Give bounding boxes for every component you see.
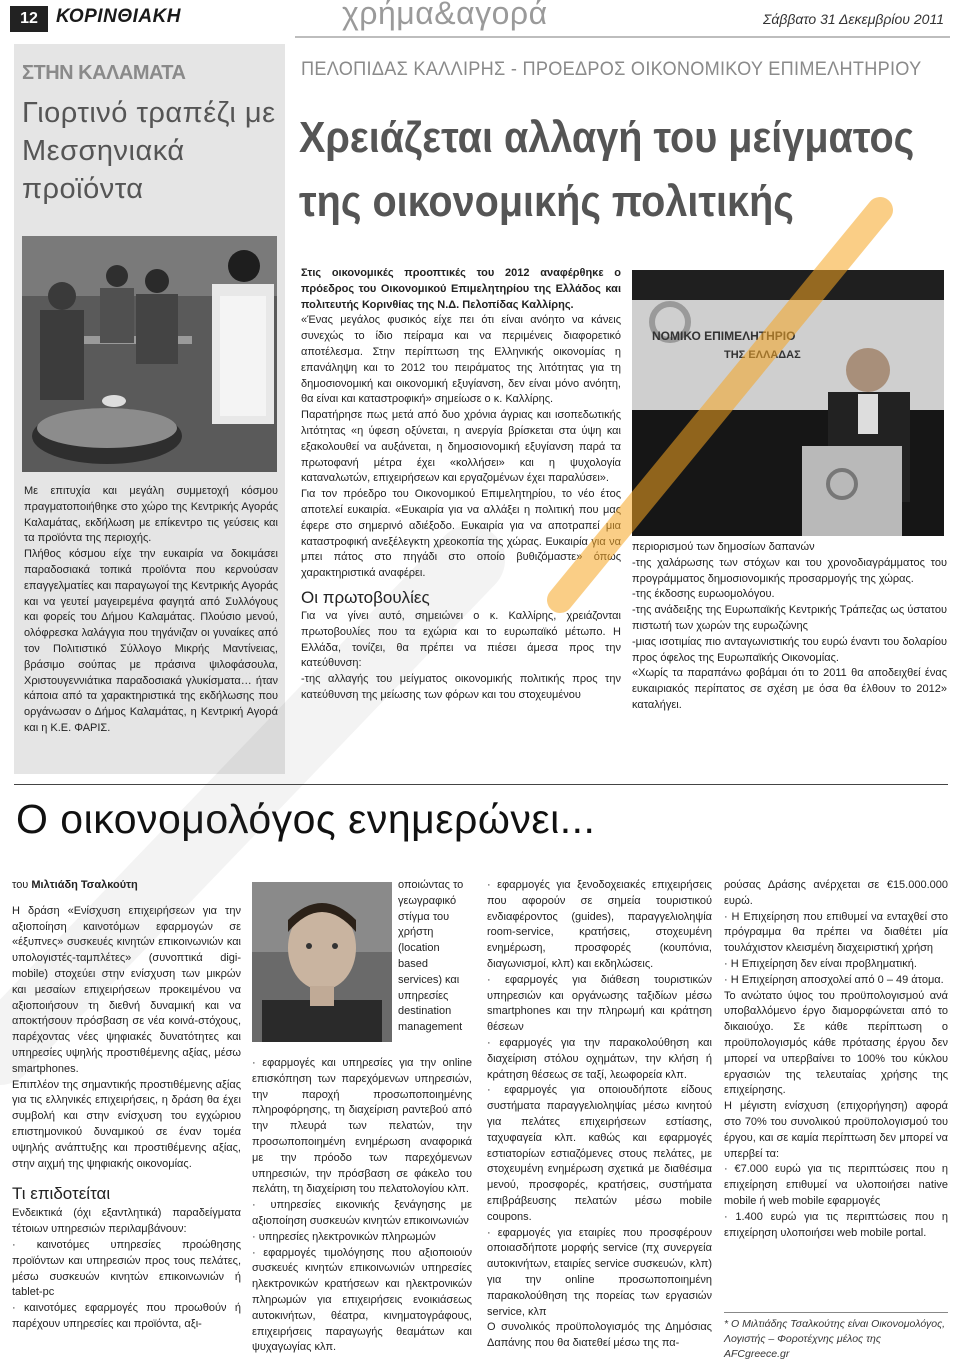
article-paragraph: -της ανάδειξης της Ευρωπαϊκής Κεντρικής Τράπεζας ως ύστατου πιστωτή των χωρών της ευρωζώνης [632, 604, 947, 632]
article-paragraph: «Ένας μεγάλος φυσικός είχε πει ότι είναι ανόητο να κάνεις συνεχώς το ίδιο πείραμα και να περιμένεις διαφορετικό αποτέλεσμα. Στην περίπτωση της Ελληνικής οικονομίας η επανάληψη και το 2012 του πειράματος της λιτότητας για τη δημοσιονομική και οικονομική εξυγίανση, δεν είναι μόνο ανόητη, θα είναι και καταστροφική» σημείωσε ο κ. Καλλίρης. [301, 314, 621, 406]
column-paragraph: οποιώντας το γεωγραφικό στίγμα του χρήστη (location based services) και υπηρεσίες destination management [398, 879, 464, 1034]
column-paragraph: · εφαρμογές για οποιουδήποτε είδους συστήματα παραγγελιοληψίας μέσω κινητού για πελάτες επιχειρήσεων εστίασης, ταχυφαγεία κλπ. καθώς και εφαρμογές εστιατορίων εστιαζόμενες στους πελάτες, με στοχευμένη ενημέρωση σχετικά με διαθέσιμα μενού, προσφορές, κρατήσεις, συστήματα επιβράβευσης πελατών μέσω mobile coupons. [487, 1084, 712, 1223]
sidebar-story [14, 44, 285, 774]
column-paragraph: · Η Επιχείρηση αποσχολεί από 0 – 49 άτομα. [724, 973, 944, 986]
column-paragraph: Η μέγιστη ενίσχυση (επιχορήγηση) αφορά στο 70% του συνολικού προϋπολογισμού του έργου, και σε καμία περίπτωση δεν μπορεί να υπερβεί τα: [724, 1100, 948, 1160]
column-subheading: Τι επιδοτείται [12, 1184, 111, 1204]
article-paragraph: «Χωρίς τα παραπάνω φοβάμαι ότι το 2011 θα αποδειχθεί ένας ευκαιριακός περίπατος σε σχέση με όσα θα έλθουν το 2012» καταλήγει. [632, 667, 947, 711]
column-paragraph: Το ανώτατο ύψος του προϋπολογισμού ανά υποβαλλόμενο έργο διαμορφώνεται από το δικαιούχο. Σε κάθε περίπτωση ο προϋπολογισμός κάθε πρότασης έργου δεν μπορεί να υπερβαίνει το 100% του κύκλου εργασιών της τελευταίας χρήσης της επιχείρησης. [724, 989, 948, 1097]
column-paragraph: · καινοτόμες υπηρεσίες προώθησης προϊόντων και υπηρεσιών προς τους πελάτες, μέσω συσκευών κινητών επικοινωνιών ή tablet-pc [12, 1238, 241, 1299]
column-body-2-top [398, 878, 472, 1036]
article-paragraph: -της χαλάρωσης των στόχων και του χρονοδιαγράμματος του προγράμματος δημοσιονομικής προσαρμογής της χώρας. [632, 556, 947, 585]
article-body-column [301, 266, 621, 704]
column-paragraph: Η δράση «Ενίσχυση επιχειρήσεων για την αξιοποίηση καινοτόμων εφαρμογών σε «έξυπνες» συσκευές κινητών επικοινωνιών και υπολογιστές-ταμπλέτες» (συνοπτικά digi-mobile) στοχεύει στην ενίσχυση των μικρών και μεσαίων επιχειρήσεων προκειμένου να αξιοποιήσουν τη διεθνή δυναμική και να αποκτήσουν πρόσβαση σε νέα κοινά-στόχους, παρέχοντας νέες ψηφιακές δυνατότητες και υπηρεσίες υψηλής προστιθέμενης αξίας, μέσω smartphones. [12, 904, 241, 1075]
column-paragraph: · εφαρμογές τιμολόγησης που αξιοποιούν συσκευές κινητών επικοινωνιών υπηρεσίες ηλεκτρονικών κρατήσεων και ηλεκτρονικών πληρωμών για επιχειρήσεις ενοικιάσεως αυτοκινήτων, θέατρα, κινηματογράφους, επιχειρήσεις παραγωγής θεαμάτων και ψυχαγωγίας κλπ. [252, 1246, 472, 1354]
sidebar-paragraph: Με επιτυχία και μεγάλη συμμετοχή κόσμου πραγματοποιήθηκε στο χώρο της Κεντρικής Αγοράς Καλαμάτας, εκδήλωση με επίκεντρο τις γεύσεις και τα προϊόντα της περιοχής. [24, 485, 278, 545]
column-paragraph: · υπηρεσίες εικονικής ξενάγησης με αξιοποίηση συσκευών κινητών επικοινωνιών [252, 1199, 472, 1227]
author-footnote: * Ο Μιλτιάδης Τσαλκούτης είναι Οικονομολόγος, Λογιστής – Φοροτέχνης μέλος της AFCgreece.gr [724, 1312, 948, 1362]
article-kicker: ΠΕΛΟΠΙΔΑΣ ΚΑΛΛΙΡΗΣ - ΠΡΟΕΔΡΟΣ ΟΙΚΟΝΟΜΙΚΟΥ ΕΠΙΜΕΛΗΤΗΡΙΟΥ [301, 58, 922, 80]
column-paragraph: Ενδεικτικά (όχι εξαντλητικά) παραδείγματα τέτοιων υπηρεσιών περιλαμβάνουν: [12, 1207, 241, 1236]
sidebar-paragraph: Πλήθος κόσμου είχε την ευκαιρία να δοκιμάσει παραδοσιακά τοπικά προϊόντα που κερνούσαν επαγγελματίες και παραγωγοί της Κεντρικής Αγοράς και να γευτεί μαγειρεμένα φαγητά από Συλλόγους και φορείς του Δήμου Καλαμάτας. Πλούσιο μενού, ολόφρεσκα λαλάγγια που τηγάνιζαν οι γυναίκες από τον Πολιτιστικό Σύλλογο Μικρής Μαντίνειας, βράσιμο σούπας με πράσινα ψιλοφάσουλα, Χριστουγεννιάτικα παραδοσιακά γλυκίσματα… ήταν κάποια από τα χαρακτηριστικά της εκδήλωσης που οργάνωσαν ο Δήμος Καλαμάτας, η Κεντρική Αγορά και η Κ.Ε. ΦΑΡΙΣ. [24, 548, 278, 734]
column-paragraph: · εφαρμογές για εταιρίες που προσφέρουν οποιασδήποτε μορφής service (πχ συνεργεία αυτοκινήτων, εταιρίες service συσκευών, κλπ) για την online προσωποποιημένη παρακολούθηση της πορείας των εργασιών service, κλπ [487, 1226, 712, 1318]
column-paragraph: ρούσας Δράσης ανέρχεται σε €15.000.000 ευρώ. [724, 879, 948, 907]
column-paragraph: · εφαρμογές και υπηρεσίες για την online επισκόπηση των παρεχόμενων υπηρεσιών, την παροχή προσωποποιημένης πληροφόρησης, τη διαχείριση ραντεβού από την πλευρά των πελατών, την προσωποποιημένη ενημέρωση αναφορικά με την πρόοδο των παρεχόμενων υπηρεσιών, την πρόσβαση σε φάκελο του πελάτη, τη διαχείριση του πελατολογίου κλπ. [252, 1057, 472, 1196]
header-divider [295, 36, 950, 38]
article-paragraph: Παρατήρησε πως μετά από δυο χρόνια άγριας και ισοπεδωτικής λιτότητας «η ύφεση οξύνεται, η ανεργία βρίσκεται στα ύψη και εξακολουθεί να αυξάνεται, η δημοσιονομική εξυγίανση παρά τα πρωτοφανή μέτρα έχει «κολλήσει» και η ψυχολογία καταναλωτών, επιχειρήσεων και εργαζομένων έχει παραλύσει». [301, 409, 621, 485]
article-lead: Στις οικονομικές προοπτικές του 2012 αναφέρθηκε ο πρόεδρος του Οικονομικού Επιμελητηρίου της Ελλάδος και πολιτευτής Κορινθίας της Ν.Δ. Πελοπίδας Καλλίρης. [301, 267, 621, 311]
sidebar-headline: Γιορτινό τραπέζι με Μεσσηνιακά προϊόντα [22, 97, 276, 205]
column-body-2 [252, 1056, 472, 1356]
newspaper-brand-logo: χρήμα&αγορά [342, 0, 548, 31]
article-paragraph: Για να γίνει αυτό, σημειώνει ο κ. Καλλίρης, χρειάζονται πρωτοβουλίες που τα εχώρια και το ευρωπαϊκό μέτωπο. Η Ελλάδα, τονίζει, θα πρέπει να πιέσει άμεσα προς την κατεύθυνση: [301, 609, 621, 670]
sidebar-kicker: ΣΤΗΝ ΚΑΛΑΜΑΤΑ [22, 62, 186, 84]
article-paragraph: -μιας ισοτιμίας πιο ανταγωνιστικής του ευρώ έναντι του δολαρίου προς όφελος της Ευρωπαϊκής Οικονομίας. [632, 635, 947, 664]
byline [12, 878, 241, 894]
column-headline: Ο οικονομολόγος ενημερώνει... [16, 796, 596, 842]
page-number: 12 [10, 6, 48, 32]
column-body-1 [12, 878, 241, 1333]
photo-sign-line: ΤΗΣ ΕΛΛΑΔΑΣ [724, 349, 801, 361]
column-paragraph: Επιπλέον της σημαντικής προστιθέμενης αξίας για τις ελληνικές επιχειρήσεις, η δράση θα έχει συμβολή και στην ενίσχυση του εγχώριου επιστημονικού δυναμικού σε έναν τομέα υψηλής ανάπτυξης και προστιθέμενης αξίας, στην αιχμή της ψηφιακής οικονομίας. [12, 1078, 241, 1170]
article-paragraph: -της έκδοσης ευρωομολόγου. [632, 588, 775, 601]
headline-line: της οικονομικής πολιτικής [299, 177, 794, 226]
article-paragraph: Για τον πρόεδρο του Οικονομικού Επιμελητηρίου, το νέο έτος αποτελεί ευκαιρία. «Ευκαιρία για να αλλάξει η πολιτική που μας έφερε στο σημερινό αδιέξοδο. Ευκαιρία για να αποτραπεί μια καταστροφική ανεξέλεγκτη χρεοκοπία της χώρας. Ευκαιρία για να μπει πάτος στο πηγάδι στο οποίο βυθιζόμαστε» όπως χαρακτηριστικά αναφέρει. [301, 488, 621, 580]
page-header [0, 0, 960, 38]
column-paragraph: · εφαρμογές για διάθεση τουριστικών υπηρεσιών και οργάνωσης ταξιδίων μέσω smartphones και την πληρωμή και κράτηση θέσεων [487, 973, 712, 1034]
byline-author: Μιλτιάδη Τσαλκούτη [31, 879, 138, 891]
column-paragraph: · Η Επιχείρηση δεν είναι προβληματική. [724, 957, 917, 970]
byline-prefix: του [12, 879, 32, 891]
article-headline [299, 106, 915, 234]
column-paragraph: · Η Επιχείρηση που επιθυμεί να ενταχθεί στο πρόγραμμα θα πρέπει να διαθέτει μία τουλάχιστον κλεισμένη διαχειριστική χρήση [724, 910, 948, 955]
column-body-3 [487, 878, 712, 1352]
issue-date: Σάββατο 31 Δεκεμβρίου 2011 [763, 11, 944, 27]
column-paragraph: · καινοτόμες εφαρμογές που προωθούν ή παρέχουν υπηρεσίες και προϊόντα, αξι- [12, 1302, 241, 1330]
region-section-label: ΚΟΡΙΝΘΙΑΚΗ [56, 6, 182, 27]
column-paragraph: · εφαρμογές για την παρακολούθηση και διαχείριση στόλου οχημάτων, την κλήση ή κράτηση θέσεως σε ταξί, λεωφορεία κλπ. [487, 1036, 712, 1081]
sidebar-body [24, 484, 278, 737]
column-body-4 [724, 878, 948, 1241]
article-paragraph: -της αλλαγής του μείγματος οικονομικής πολιτικής προς την κατεύθυνση της μείωσης των φόρων και του στοχευμένου [301, 673, 621, 701]
column-paragraph: Ο συνολικός προϋπολογισμός της Δημόσιας Δαπάνης που θα διατεθεί μέσω της πα- [487, 1321, 712, 1350]
article-paragraph: περιορισμού των δημοσίων δαπανών [632, 541, 815, 553]
speaker-podium-photo [632, 270, 944, 536]
column-paragraph: · €7.000 ευρώ για τις περιπτώσεις που η επιχείρηση επιθυμεί να υλοποιήσει native mobile ή web mobile εφαρμογές [724, 1163, 948, 1207]
market-event-photo [22, 236, 277, 472]
column-paragraph: · εφαρμογές για ξενοδοχειακές επιχειρήσεις που αφορούν σε σημεία τουριστικού ενδιαφέροντος (guides), παραγγελιοληψία room-service, κρατήσεις, στοχευμένη ενημέρωση, προσφορές (κουπόνια, διαγωνισμοί, κλπ) και εκδηλώσεις. [487, 879, 712, 970]
article-body-column-right [632, 540, 947, 714]
photo-sign-line: ΝΟΜΙΚΟ ΕΠΙΜΕΛΗΤΗΡΙΟ [652, 329, 796, 343]
column-paragraph: · υπηρεσίες ηλεκτρονικών πληρωμών [252, 1230, 436, 1243]
article-subheading: Οι πρωτοβουλίες [301, 587, 430, 607]
author-portrait-photo [252, 882, 392, 1042]
column-paragraph: · 1.400 ευρώ για τις περιπτώσεις που η επιχείρηση υλοποιήσει web mobile portal. [724, 1210, 948, 1239]
headline-line: Χρειάζεται αλλαγή του μείγματος [299, 113, 915, 162]
